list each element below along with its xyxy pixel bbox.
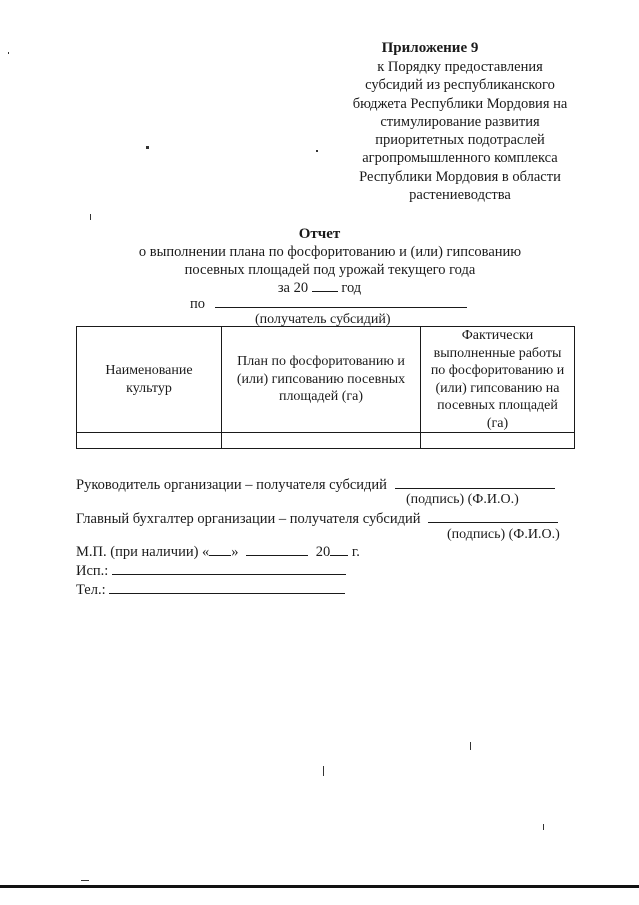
year-blank[interactable] bbox=[312, 279, 338, 292]
appendix-line: стимулирование развития bbox=[380, 113, 540, 130]
executor-row bbox=[76, 562, 346, 580]
phone-label: Тел.: bbox=[76, 582, 106, 598]
head-label: Руководитель организации – получателя субсидий bbox=[76, 477, 387, 493]
year-suffix: год bbox=[341, 280, 362, 296]
appendix-line: растениеводства bbox=[409, 187, 511, 204]
appendix-line: субсидий из республиканского bbox=[365, 77, 555, 94]
scan-speck bbox=[81, 880, 89, 881]
scan-speck bbox=[543, 824, 544, 830]
scan-speck bbox=[90, 214, 91, 220]
report-subtitle-line: о выполнении плана по фосфоритованию и (или) гипсованию bbox=[138, 244, 522, 260]
appendix-line: к Порядку предоставления bbox=[377, 59, 543, 75]
appendix-line: приоритетных подотраслей bbox=[375, 132, 545, 149]
month-blank[interactable] bbox=[246, 543, 308, 556]
recipient-prefix: по bbox=[190, 296, 206, 312]
report-subtitle-line: посевных площадей под урожай текущего года bbox=[184, 261, 476, 278]
accountant-signature-blank[interactable] bbox=[428, 510, 558, 523]
header-actual: Фактически выполненные работы по фосфоритованию и (или) гипсованию на посевных площадей (га) bbox=[421, 327, 575, 433]
accountant-signature-caption: (подпись) (Ф.И.О.) bbox=[447, 527, 560, 542]
scan-edge-line bbox=[0, 885, 639, 888]
appendix-line: агропромышленного комплекса bbox=[362, 150, 558, 167]
appendix-line: бюджета Республики Мордовия на bbox=[352, 95, 568, 112]
report-table bbox=[76, 326, 575, 449]
phone-row bbox=[76, 581, 345, 599]
stamp-date-row bbox=[76, 543, 360, 561]
stamp-mid: » bbox=[231, 544, 239, 560]
year-blank-2[interactable] bbox=[330, 543, 348, 556]
appendix-description bbox=[325, 58, 595, 204]
scan-speck bbox=[323, 766, 324, 776]
header-plan: План по фосфоритованию и (или) гипсованию посевных площадей (га) bbox=[222, 327, 421, 433]
head-signature-blank[interactable] bbox=[395, 476, 555, 489]
table-row bbox=[77, 433, 575, 449]
stamp-year: 20 bbox=[315, 544, 331, 560]
appendix-line: Республики Мордовия в области bbox=[359, 168, 561, 185]
recipient-blank[interactable] bbox=[215, 295, 467, 308]
accountant-signature-row bbox=[76, 510, 558, 528]
scan-speck bbox=[8, 52, 9, 54]
table-cell[interactable] bbox=[77, 433, 222, 449]
scan-speck bbox=[146, 146, 149, 149]
stamp-suffix: г. bbox=[351, 544, 360, 560]
header-crop-name: Наименование культур bbox=[77, 327, 222, 433]
scan-speck bbox=[470, 742, 471, 750]
executor-blank[interactable] bbox=[112, 562, 346, 575]
year-prefix: за 20 bbox=[277, 280, 309, 296]
appendix-title: Приложение 9 bbox=[381, 40, 479, 56]
scan-speck bbox=[316, 150, 318, 152]
day-blank[interactable] bbox=[209, 543, 231, 556]
table-cell[interactable] bbox=[421, 433, 575, 449]
executor-label: Исп.: bbox=[76, 563, 109, 579]
stamp-prefix: М.П. (при наличии) « bbox=[76, 544, 210, 560]
table-header-row bbox=[77, 327, 575, 433]
recipient-row bbox=[190, 295, 467, 313]
head-signature-caption: (подпись) (Ф.И.О.) bbox=[406, 492, 519, 507]
accountant-label: Главный бухгалтер организации – получателя субсидий bbox=[76, 511, 421, 527]
report-title: Отчет bbox=[298, 226, 341, 242]
report-subtitle bbox=[100, 244, 560, 279]
recipient-caption: (получатель субсидий) bbox=[255, 312, 391, 327]
phone-blank[interactable] bbox=[109, 581, 345, 594]
table-cell[interactable] bbox=[222, 433, 421, 449]
